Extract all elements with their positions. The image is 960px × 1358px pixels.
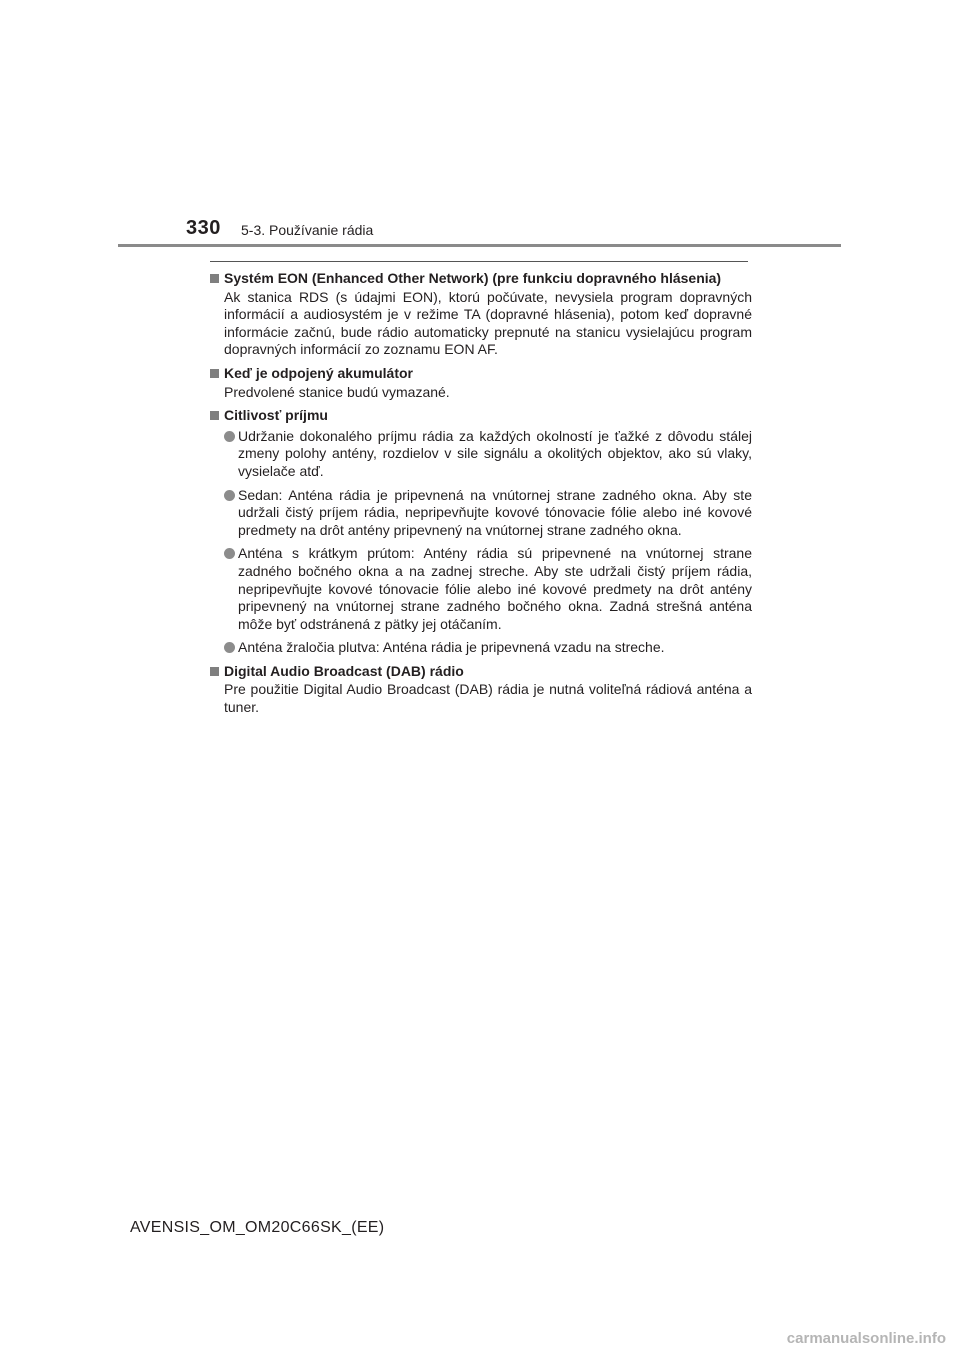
section-heading-eon <box>210 270 752 288</box>
circle-bullet-icon <box>224 487 238 540</box>
circle-bullet-icon <box>224 428 238 481</box>
page-content <box>210 266 752 723</box>
list-item <box>224 487 752 540</box>
heading-text: Digital Audio Broadcast (DAB) rádio <box>224 662 464 679</box>
section-heading-dab <box>210 663 752 681</box>
list-item-text: Anténa žraločia plutva: Anténa rádia je pripevnená vzadu na streche. <box>238 639 665 656</box>
list-item-text: Udržanie dokonalého príjmu rádia za každých okolností je ťažké z dôvodu stálej zmeny polohy antény, rozdielov v sile signálu a okolitých objektov, ako sú vlaky, vysielače atď. <box>238 427 752 479</box>
document-code: AVENSIS_OM_OM20C66SK_(EE) <box>130 1219 385 1236</box>
section-paragraph-eon: Ak stanica RDS (s údajmi EON), ktorú počúvate, nevysiela program dopravných informácií a audiosystém je v režime TA (dopravné hlásenia), potom keď dopravné informácie začnú, bude rádio automaticky prepnuté na stanicu vysielajúcu program dopravných informácií zo zoznamu EON AF. <box>224 288 752 358</box>
heading-text: Citlivosť príjmu <box>224 407 328 424</box>
list-item <box>224 639 752 657</box>
square-bullet-icon <box>210 407 224 425</box>
watermark: carmanualsonline.info <box>786 1330 946 1347</box>
list-item-text: Anténa s krátkym prútom: Antény rádia sú pripevnené na vnútornej strane zadného bočného okna a na zadnej streche. Aby ste udržali čistý príjem rádia, nepripevňujte kovové tónovacie fólie alebo iné kovové predmety na drôt antény pripevnený na vnútornej strane zadného bočného okna. Zadná strešná anténa môže byť odstránená z pätky jej otáčaním. <box>238 545 752 632</box>
section-heading-battery <box>210 365 752 383</box>
square-bullet-icon <box>210 270 224 288</box>
section-paragraph-dab: Pre použitie Digital Audio Broadcast (DAB) rádia je nutná voliteľná rádiová anténa a tuner. <box>224 681 752 716</box>
heading-text: Systém EON (Enhanced Other Network) (pre funkciu dopravného hlásenia) <box>224 270 722 286</box>
section-paragraph-battery: Predvolené stanice budú vymazané. <box>224 383 450 400</box>
list-item-text: Sedan: Anténa rádia je pripevnená na vnútornej strane zadného okna. Aby ste udržali čistý príjem rádia, nepripevňujte kovové tónovacie fólie alebo iné kovové predmety na drôt antény pripevnený na vnútornej strane zadného okna. <box>238 486 752 538</box>
circle-bullet-icon <box>224 545 238 633</box>
list-item <box>224 545 752 633</box>
square-bullet-icon <box>210 365 224 383</box>
square-bullet-icon <box>210 663 224 681</box>
heading-text: Keď je odpojený akumulátor <box>224 364 413 381</box>
circle-bullet-icon <box>224 639 238 657</box>
header-divider <box>118 244 841 247</box>
page-number: 330 <box>186 217 221 239</box>
list-item <box>224 428 752 481</box>
section-title: 5-3. Používanie rádia <box>241 222 374 238</box>
section-heading-sensitivity <box>210 407 752 425</box>
section-divider <box>210 261 748 262</box>
